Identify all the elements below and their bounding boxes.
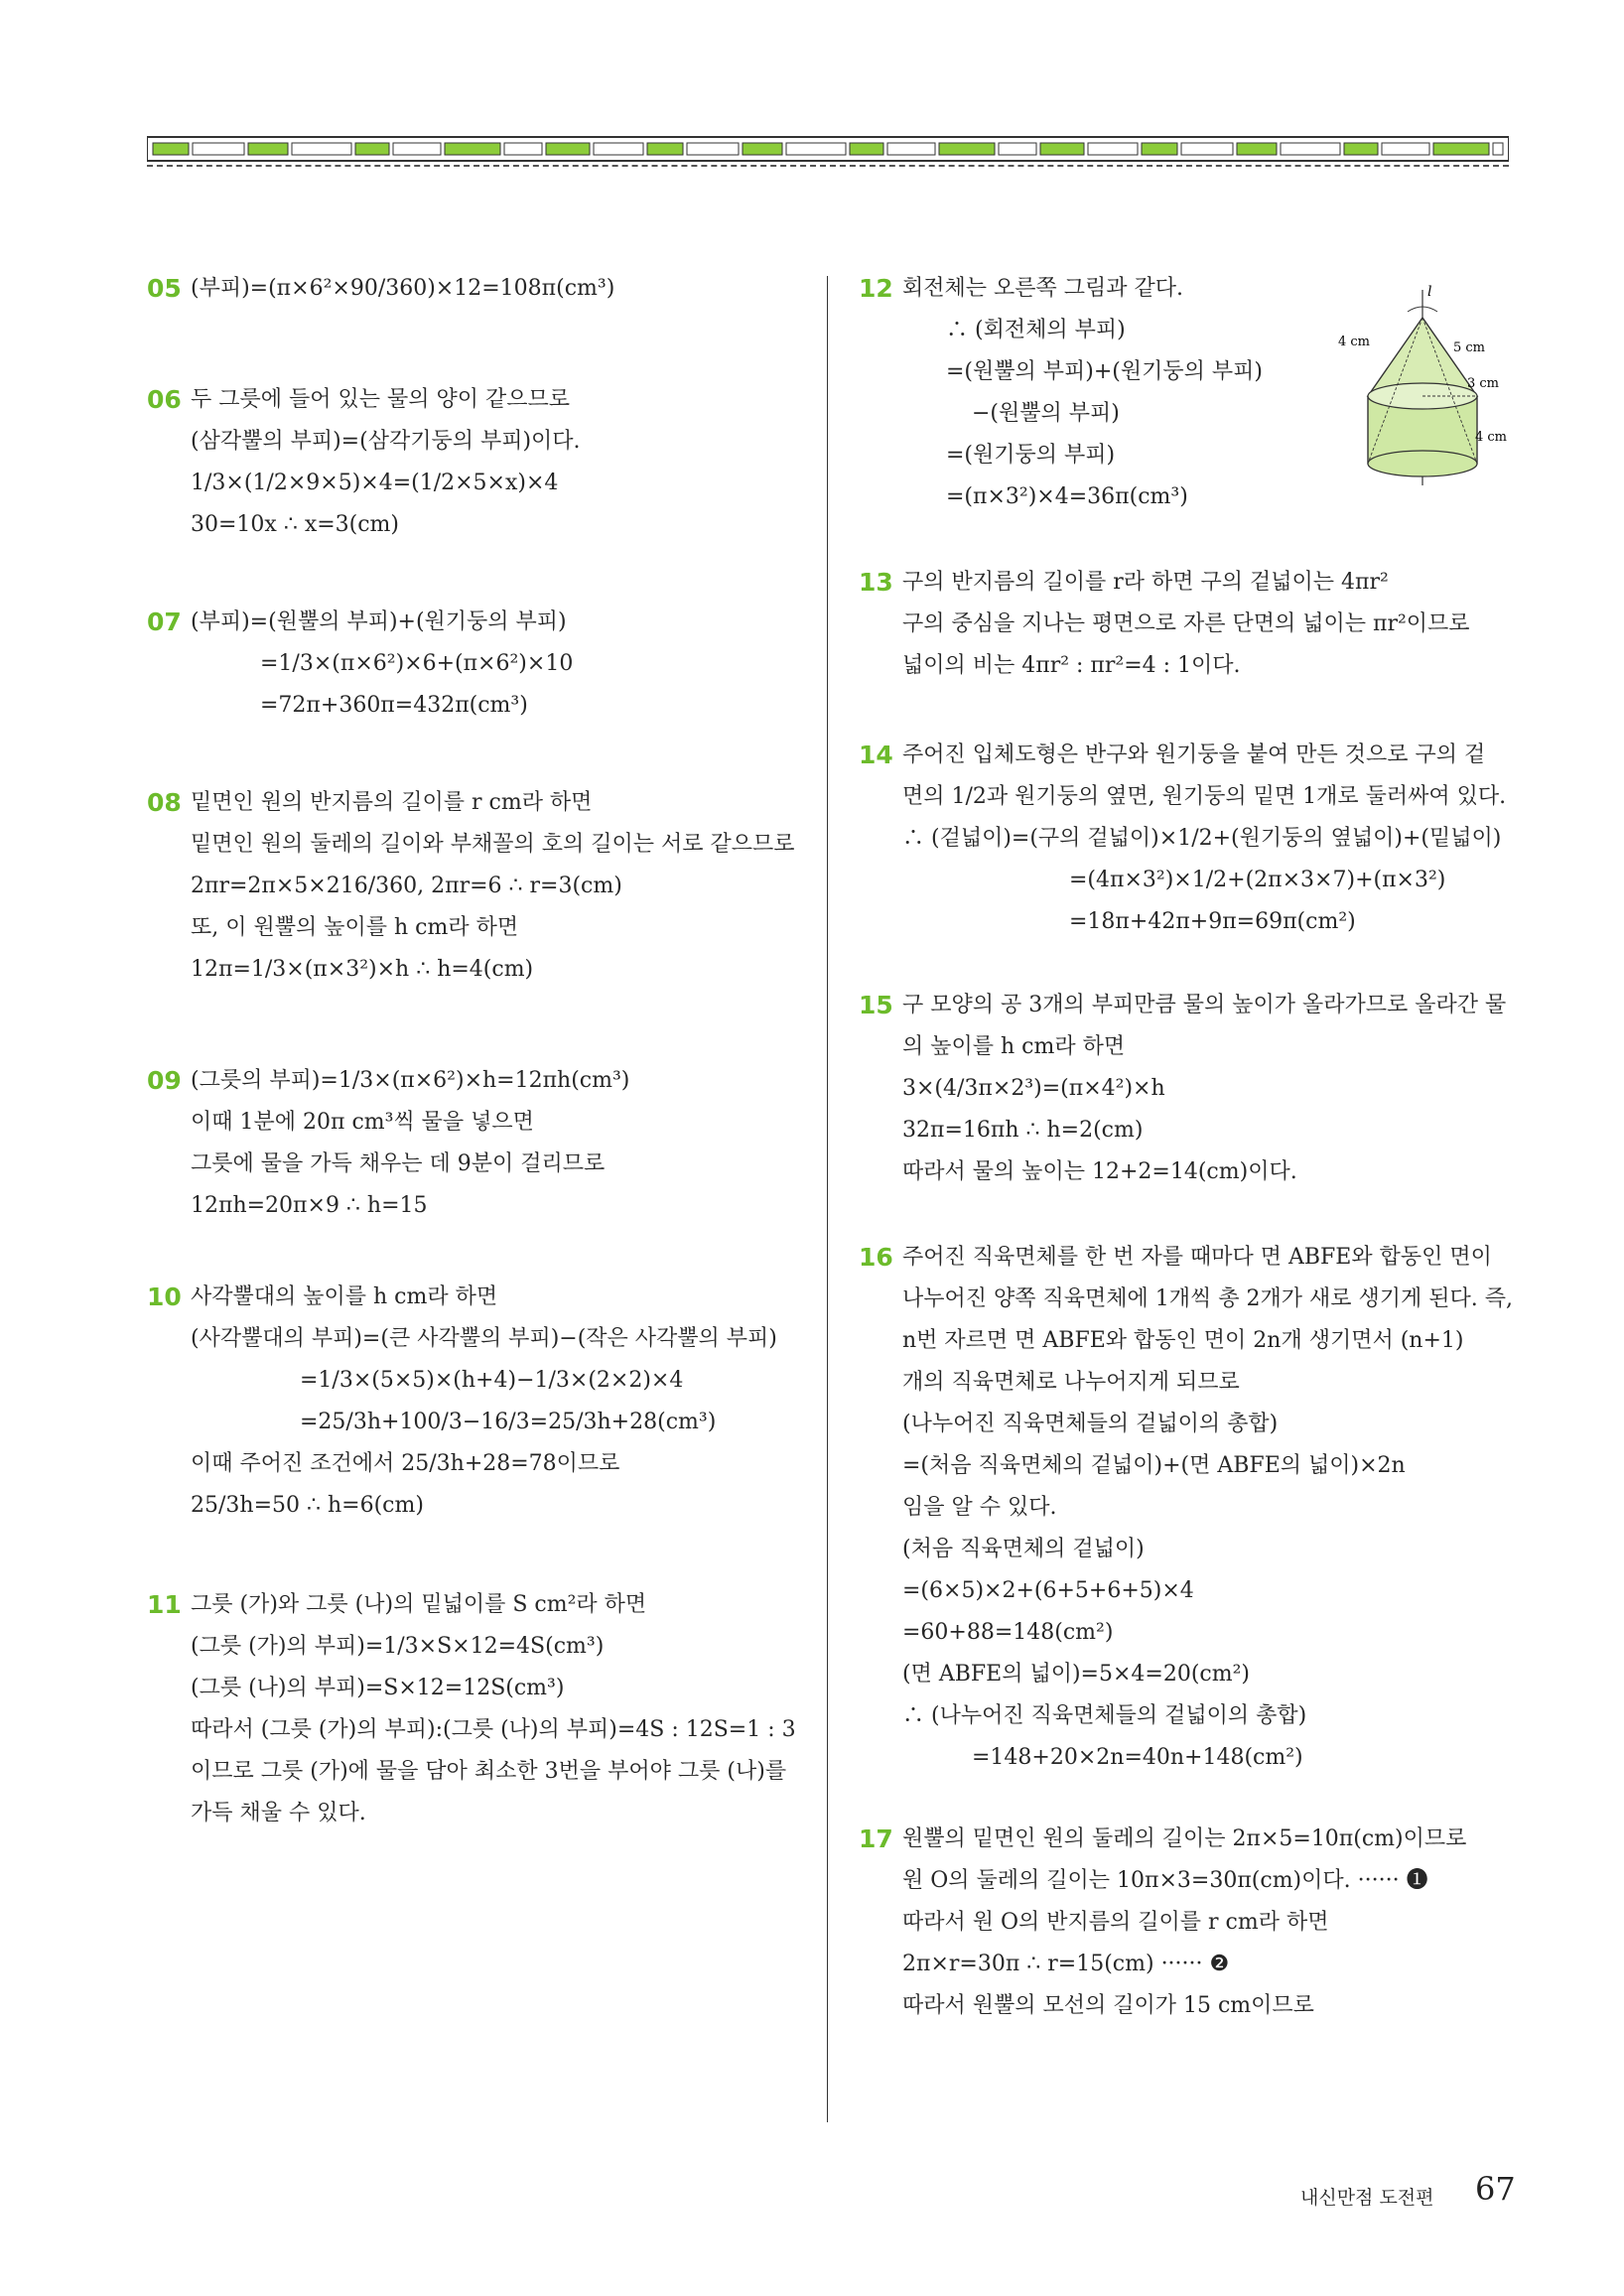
solution-line: 두 그릇에 들어 있는 물의 양이 같으므로 bbox=[191, 387, 570, 412]
solution-line: (그릇의 부피)=1/3×(π×6²)×h=12πh(cm³) bbox=[191, 1068, 630, 1093]
problem-15 bbox=[859, 985, 1514, 1193]
problem-number: 07 bbox=[147, 608, 182, 636]
solution-line: 의 높이를 h cm라 하면 bbox=[902, 1034, 1126, 1059]
band-block bbox=[546, 143, 590, 155]
top-decorative-band bbox=[147, 133, 1509, 169]
solution-line: 사각뿔대의 높이를 h cm라 하면 bbox=[191, 1284, 498, 1309]
band-block bbox=[1344, 143, 1378, 155]
solution-line: =(π×3²)×4=36π(cm³) bbox=[946, 484, 1188, 509]
solution-line: 12πh=20π×9 ∴ h=15 bbox=[191, 1193, 428, 1218]
band-block bbox=[1281, 143, 1340, 155]
right-column bbox=[859, 268, 1514, 2027]
solution-line: 이때 1분에 20π cm³씩 물을 넣으면 bbox=[191, 1110, 534, 1135]
page-number: 67 bbox=[1475, 2170, 1516, 2208]
solution-line: n번 자르면 면 ABFE와 합동인 면이 2n개 생기면서 (n+1) bbox=[902, 1328, 1464, 1353]
solution-line: =(4π×3²)×1/2+(2π×3×7)+(π×3²) bbox=[1069, 868, 1446, 892]
band-block bbox=[1237, 143, 1277, 155]
solution-line: 따라서 (그릇 (가)의 부피):(그릇 (나)의 부피)=4S : 12S=1 : 3 bbox=[191, 1717, 796, 1742]
band-block bbox=[445, 143, 500, 155]
solution-line: 원 O의 둘레의 길이는 10π×3=30π(cm)이다. ······ ❶ bbox=[902, 1868, 1428, 1893]
problem-16 bbox=[859, 1237, 1514, 1779]
solution-line: =1/3×(5×5)×(h+4)−1/3×(2×2)×4 bbox=[300, 1368, 684, 1393]
solution-line: 25/3h=50 ∴ h=6(cm) bbox=[191, 1493, 424, 1518]
band-block bbox=[1433, 143, 1489, 155]
solution-line: (삼각뿔의 부피)=(삼각기둥의 부피)이다. bbox=[191, 429, 581, 454]
band-block bbox=[594, 143, 643, 155]
solution-line: 이므로 그릇 (가)에 물을 담아 최소한 3번을 부어야 그릇 (나)를 bbox=[191, 1759, 787, 1784]
solution-line: 넓이의 비는 4πr² : πr²=4 : 1이다. bbox=[902, 653, 1241, 678]
solution-line: =18π+42π+9π=69π(cm²) bbox=[1069, 909, 1356, 934]
band-block bbox=[193, 143, 244, 155]
solution-line: 원뿔의 밑면인 원의 둘레의 길이는 2π×5=10π(cm)이므로 bbox=[902, 1826, 1467, 1851]
solid-of-revolution-figure bbox=[1338, 282, 1507, 490]
solution-line: 밑면인 원의 둘레의 길이와 부채꼴의 호의 길이는 서로 같으므로 bbox=[191, 832, 795, 857]
solution-line: 따라서 원뿔의 모선의 길이가 15 cm이므로 bbox=[902, 1993, 1314, 2018]
problem-number: 06 bbox=[147, 385, 182, 414]
solution-line: 구의 중심을 지나는 평면으로 자른 단면의 넓이는 πr²이므로 bbox=[902, 611, 1470, 636]
band-block bbox=[786, 143, 846, 155]
solution-line: 임을 알 수 있다. bbox=[902, 1495, 1057, 1520]
problem-09 bbox=[147, 1060, 802, 1227]
solution-line: =148+20×2n=40n+148(cm²) bbox=[972, 1745, 1303, 1770]
figure-label-cone-height: 4 cm bbox=[1338, 335, 1371, 349]
band-block bbox=[153, 143, 189, 155]
column-divider bbox=[827, 276, 828, 2122]
solution-line: 나누어진 양쪽 직육면체에 1개씩 총 2개가 새로 생기게 된다. 즉, bbox=[902, 1286, 1513, 1311]
solution-line: =(처음 직육면체의 겉넓이)+(면 ABFE의 넓이)×2n bbox=[902, 1453, 1406, 1478]
problem-06 bbox=[147, 379, 802, 546]
band-block bbox=[1088, 143, 1138, 155]
solution-line: 회전체는 오른쪽 그림과 같다. bbox=[902, 276, 1183, 301]
problem-14 bbox=[859, 735, 1514, 943]
solution-line: 주어진 입체도형은 반구와 원기둥을 붙여 만든 것으로 구의 겉 bbox=[902, 743, 1486, 767]
figure-label-slant: 5 cm bbox=[1453, 340, 1486, 355]
solution-line: 따라서 원 O의 반지름의 길이를 r cm라 하면 bbox=[902, 1910, 1329, 1935]
solution-line: 그릇에 물을 가득 채우는 데 9분이 걸리므로 bbox=[191, 1151, 606, 1176]
solution-line: =60+88=148(cm²) bbox=[902, 1620, 1114, 1645]
solution-line: 그릇 (가)와 그릇 (나)의 밑넓이를 S cm²라 하면 bbox=[191, 1592, 647, 1617]
band-block bbox=[939, 143, 995, 155]
problem-number: 16 bbox=[859, 1243, 893, 1272]
problem-07 bbox=[147, 602, 802, 727]
solution-line: 개의 직육면체로 나누어지게 되므로 bbox=[902, 1370, 1240, 1395]
solution-line: 따라서 물의 높이는 12+2=14(cm)이다. bbox=[902, 1159, 1297, 1184]
band-block bbox=[687, 143, 739, 155]
problem-number: 13 bbox=[859, 568, 893, 597]
solution-line: (그릇 (가)의 부피)=1/3×S×12=4S(cm³) bbox=[191, 1634, 605, 1659]
band-block bbox=[743, 143, 782, 155]
solution-line: 주어진 직육면체를 한 번 자를 때마다 면 ABFE와 합동인 면이 bbox=[902, 1245, 1492, 1270]
band-block bbox=[1493, 143, 1503, 155]
solution-line: 30=10x ∴ x=3(cm) bbox=[191, 512, 399, 537]
band-block bbox=[850, 143, 883, 155]
band-block bbox=[1040, 143, 1084, 155]
solution-line: 구 모양의 공 3개의 부피만큼 물의 높이가 올라가므로 올라간 물 bbox=[902, 993, 1507, 1017]
band-block bbox=[504, 143, 542, 155]
problem-05 bbox=[147, 268, 802, 310]
solution-line: −(원뿔의 부피) bbox=[972, 401, 1120, 426]
problem-number: 15 bbox=[859, 991, 893, 1019]
problem-number: 17 bbox=[859, 1824, 893, 1853]
band-block bbox=[1382, 143, 1429, 155]
problem-number: 09 bbox=[147, 1066, 182, 1095]
problem-10 bbox=[147, 1277, 802, 1527]
solution-line: =(원기둥의 부피) bbox=[946, 443, 1116, 468]
solution-line: =72π+360π=432π(cm³) bbox=[260, 693, 528, 718]
band-block bbox=[355, 143, 389, 155]
solution-line: ∴ (회전체의 부피) bbox=[946, 318, 1126, 342]
problem-number: 08 bbox=[147, 788, 182, 817]
problem-13 bbox=[859, 562, 1514, 687]
problem-number: 11 bbox=[147, 1590, 182, 1619]
axis-label: l bbox=[1427, 284, 1432, 300]
solution-line: 밑면인 원의 반지름의 길이를 r cm라 하면 bbox=[191, 790, 593, 815]
solution-line: 3×(4/3π×2³)=(π×4²)×h bbox=[902, 1076, 1165, 1101]
band-dashed-line bbox=[147, 165, 1509, 170]
problem-number: 14 bbox=[859, 741, 893, 769]
problem-number: 10 bbox=[147, 1283, 182, 1311]
solution-line: 1/3×(1/2×9×5)×4=(1/2×5×x)×4 bbox=[191, 471, 559, 495]
solution-line: 면의 1/2과 원기둥의 옆면, 원기둥의 밑면 1개로 둘러싸여 있다. bbox=[902, 784, 1507, 809]
book-title-footer: 내신만점 도전편 bbox=[1300, 2187, 1434, 2209]
band-block bbox=[393, 143, 441, 155]
problem-11 bbox=[147, 1584, 802, 1834]
solution-line: (부피)=(원뿔의 부피)+(원기둥의 부피) bbox=[191, 609, 567, 634]
cylinder-bottom-ellipse bbox=[1368, 451, 1477, 476]
solution-line: 2π×r=30π ∴ r=15(cm) ······ ❷ bbox=[902, 1952, 1230, 1976]
solution-line: 구의 반지름의 길이를 r라 하면 구의 겉넓이는 4πr² bbox=[902, 570, 1389, 595]
solution-line: =(원뿔의 부피)+(원기둥의 부피) bbox=[946, 359, 1263, 384]
band-block bbox=[887, 143, 935, 155]
solution-line: (처음 직육면체의 겉넓이) bbox=[902, 1537, 1145, 1561]
problem-17 bbox=[859, 1819, 1514, 2027]
figure-label-cyl-height: 4 cm bbox=[1475, 430, 1507, 445]
solution-line: 이때 주어진 조건에서 25/3h+28=78이므로 bbox=[191, 1451, 620, 1476]
solution-line: (나누어진 직육면체들의 겉넓이의 총합) bbox=[902, 1412, 1279, 1436]
solution-line: (면 ABFE의 넓이)=5×4=20(cm²) bbox=[902, 1662, 1250, 1687]
band-block bbox=[292, 143, 351, 155]
solution-line: 2πr=2π×5×216/360, 2πr=6 ∴ r=3(cm) bbox=[191, 874, 622, 898]
problem-number: 05 bbox=[147, 274, 182, 303]
solution-line: =(6×5)×2+(6+5+6+5)×4 bbox=[902, 1578, 1194, 1603]
band-block bbox=[1181, 143, 1233, 155]
solution-line: (그릇 (나)의 부피)=S×12=12S(cm³) bbox=[191, 1676, 565, 1700]
problem-number: 12 bbox=[859, 274, 893, 303]
figure-label-radius: 3 cm bbox=[1467, 376, 1500, 391]
solution-line: =1/3×(π×6²)×6+(π×6²)×10 bbox=[260, 651, 574, 676]
solution-line: (부피)=(π×6²×90/360)×12=108π(cm³) bbox=[191, 276, 615, 301]
solution-line: ∴ (겉넓이)=(구의 겉넓이)×1/2+(원기둥의 옆넓이)+(밑넓이) bbox=[902, 826, 1502, 851]
band-block bbox=[1142, 143, 1177, 155]
solution-line: 가득 채울 수 있다. bbox=[191, 1801, 366, 1825]
solution-line: ∴ (나누어진 직육면체들의 겉넓이의 총합) bbox=[902, 1703, 1307, 1728]
band-block bbox=[647, 143, 683, 155]
solution-line: =25/3h+100/3−16/3=25/3h+28(cm³) bbox=[300, 1410, 717, 1434]
solution-line: 32π=16πh ∴ h=2(cm) bbox=[902, 1118, 1144, 1143]
solution-line: 또, 이 원뿔의 높이를 h cm라 하면 bbox=[191, 915, 519, 940]
solution-line: 12π=1/3×(π×3²)×h ∴ h=4(cm) bbox=[191, 957, 534, 982]
band-block bbox=[248, 143, 288, 155]
problem-08 bbox=[147, 782, 802, 991]
solution-line: (사각뿔대의 부피)=(큰 사각뿔의 부피)−(작은 사각뿔의 부피) bbox=[191, 1326, 777, 1351]
left-column bbox=[147, 268, 802, 1834]
band-block bbox=[999, 143, 1036, 155]
